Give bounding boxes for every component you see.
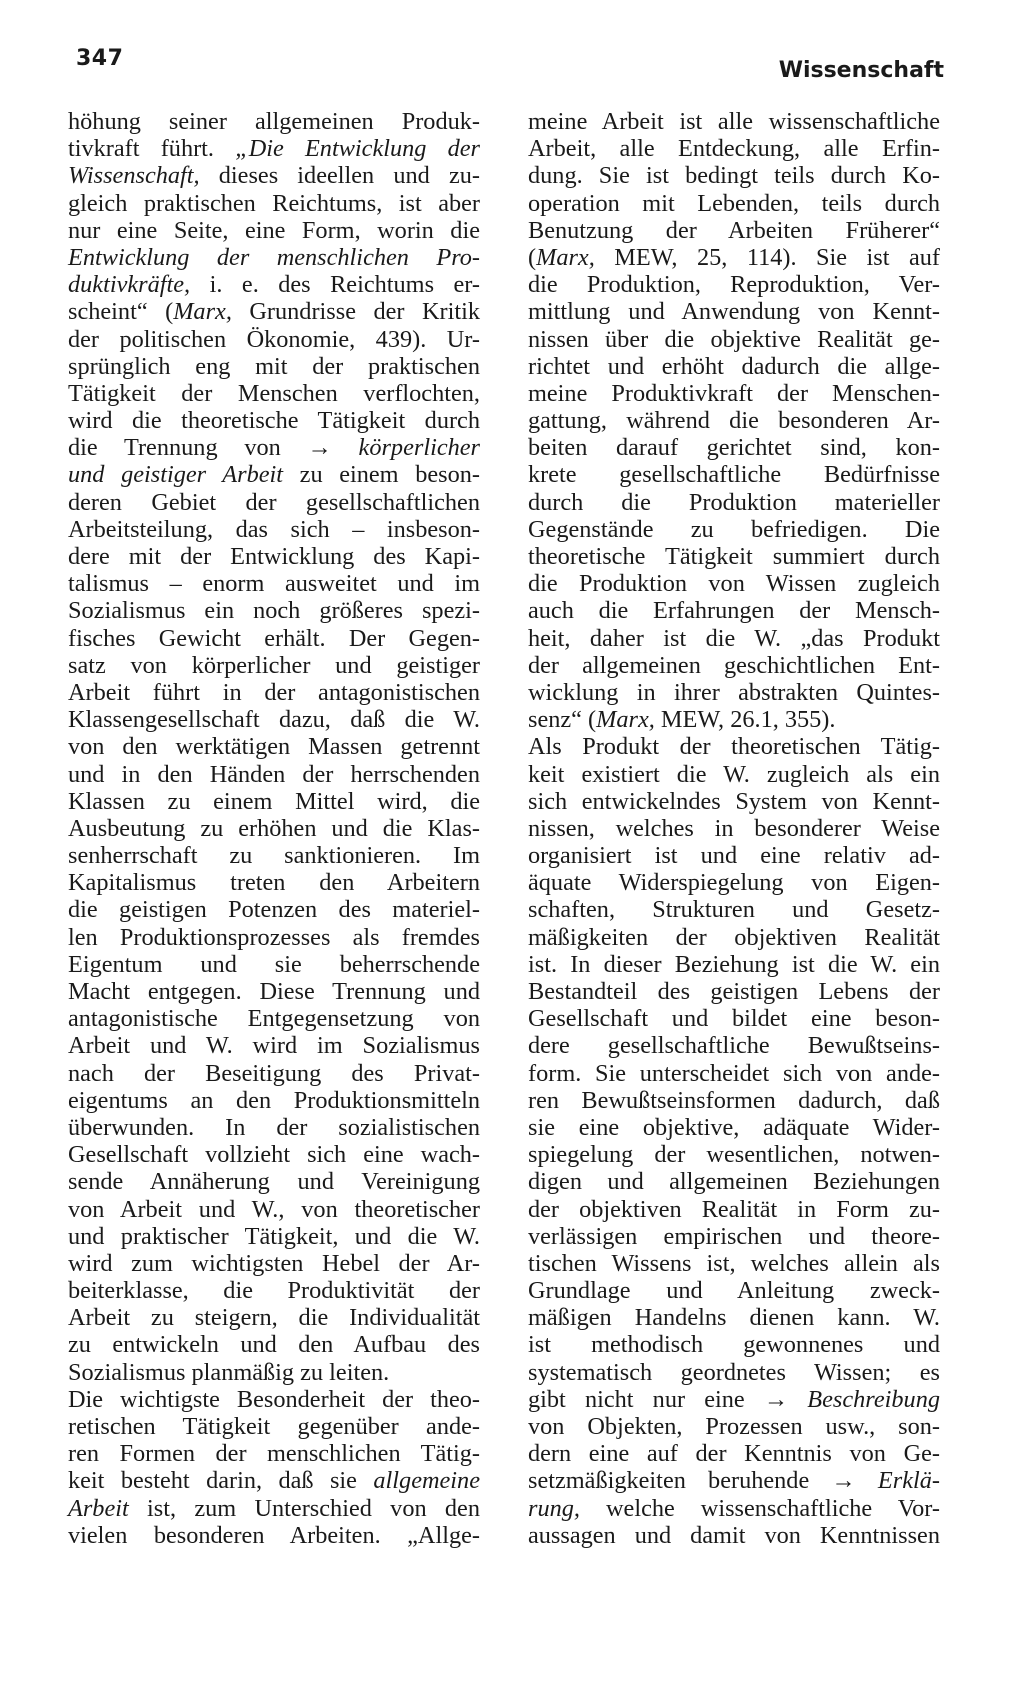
text-line: meine Arbeit ist alle wissenschaftliche — [528, 108, 940, 135]
text-line: ist. In dieser Beziehung ist die W. ein — [528, 950, 940, 978]
text-line: und in den Händen der herrschenden — [68, 760, 480, 788]
text-line: sprünglich eng mit der praktischen — [68, 352, 480, 380]
text-line: organisiert ist und eine relativ ad- — [528, 842, 940, 870]
text-line: Klassen zu einem Mittel wird, die — [68, 787, 480, 815]
text-line: systematisch geordnetes Wissen; es — [528, 1358, 940, 1386]
text-line: Arbeit, alle Entdeckung, alle Erfin- — [528, 135, 940, 163]
text-line: Als Produkt der theoretischen Tätig- — [528, 733, 940, 761]
text-line: durch die Produktion materieller — [528, 488, 940, 516]
text-line: Klassengesellschaft dazu, daß die W. — [68, 706, 480, 734]
text-line: tivkraft führt. „Die Entwicklung der — [68, 135, 480, 163]
text-line: rung, welche wissenschaftliche Vor- — [528, 1494, 940, 1522]
text-column-left — [68, 108, 480, 1549]
text-line: schaften, Strukturen und Gesetz- — [528, 896, 940, 924]
text-line: der objektiven Realität in Form zu- — [528, 1195, 940, 1223]
text-line: Sozialismus planmäßig zu leiten. — [68, 1358, 390, 1386]
text-line: Arbeit zu steigern, die Individualität — [68, 1304, 480, 1332]
text-line: dung. Sie ist bedingt teils durch Ko- — [528, 162, 940, 190]
text-line: nissen über die objektive Realität ge- — [528, 325, 940, 353]
text-line: überwunden. In der sozialistischen — [68, 1113, 480, 1141]
text-line: dere mit der Entwicklung des Kapi- — [68, 543, 480, 570]
text-line: von Arbeit und W., von theoretischer — [68, 1195, 480, 1223]
text-line: sich entwickelndes System von Kennt- — [528, 787, 940, 815]
text-line: tischen Wissens ist, welches allein als — [528, 1249, 940, 1277]
text-line: Wissenschaft, dieses ideellen und zu- — [68, 162, 480, 190]
text-line: Benutzung der Arbeiten Früherer“ — [528, 216, 940, 244]
text-line: form. Sie unterscheidet sich von ande- — [528, 1059, 940, 1087]
text-line: die Produktion, Reproduktion, Ver- — [528, 271, 940, 299]
text-line: fisches Gewicht erhält. Der Gegen- — [68, 624, 480, 652]
text-line: duktivkräfte, i. e. des Reichtums er- — [68, 271, 480, 299]
text-line: Gegenstände zu befriedigen. Die — [528, 515, 940, 543]
text-line: Entwicklung der menschlichen Pro- — [68, 243, 480, 271]
text-line: sie eine objektive, adäquate Wider- — [528, 1113, 940, 1141]
text-line: talismus – enorm ausweitet und im — [68, 570, 480, 598]
text-line: digen und allgemeinen Beziehungen — [528, 1168, 940, 1196]
text-line: Bestandteil des geistigen Lebens der — [528, 978, 940, 1005]
text-line: meine Produktivkraft der Menschen- — [528, 379, 940, 407]
text-line: mäßigen Handelns dienen kann. W. — [528, 1304, 940, 1332]
text-line: richtet und erhöht dadurch die allge- — [528, 352, 940, 380]
text-line: sende Annäherung und Vereinigung — [68, 1168, 480, 1196]
text-line: heit, daher ist die W. „das Produkt — [528, 624, 940, 652]
text-line: Die wichtigste Besonderheit der theo- — [68, 1385, 480, 1413]
text-line: setzmäßigkeiten beruhende → Erklä- — [528, 1467, 940, 1495]
text-line: eigentums an den Produktionsmitteln — [68, 1086, 480, 1114]
text-line: keit existiert die W. zugleich als ein — [528, 760, 940, 788]
text-line: Sozialismus ein noch größeres spezi- — [68, 597, 480, 625]
text-line: gibt nicht nur eine → Beschreibung — [528, 1385, 940, 1413]
text-line: spiegelung der wesentlichen, notwen- — [528, 1141, 940, 1169]
text-line: mäßigkeiten der objektiven Realität — [528, 923, 940, 951]
text-line: zu entwickeln und den Aufbau des — [68, 1331, 480, 1359]
text-line: senherrschaft zu sanktionieren. Im — [68, 842, 480, 870]
text-line: len Produktionsprozesses als fremdes — [68, 923, 480, 951]
text-line: senz“ (Marx, MEW, 26.1, 355). — [528, 706, 836, 734]
text-line: von den werktätigen Massen getrennt — [68, 733, 480, 761]
text-line: Gesellschaft und bildet eine beson- — [528, 1005, 940, 1033]
text-line: keit besteht darin, daß sie allgemeine — [68, 1467, 480, 1495]
text-line: Gesellschaft vollzieht sich eine wach- — [68, 1141, 480, 1169]
text-line: der politischen Ökonomie, 439). Ur- — [68, 325, 480, 353]
text-line: ist methodisch gewonnenes und — [528, 1331, 940, 1359]
text-line: scheint“ (Marx, Grundrisse der Kritik — [68, 298, 481, 326]
text-line: die Produktion von Wissen zugleich — [528, 570, 940, 598]
text-line: ren Formen der menschlichen Tätig- — [68, 1440, 480, 1468]
text-line: vielen besonderen Arbeiten. „Allge- — [68, 1521, 480, 1549]
text-line: wird die theoretische Tätigkeit durch — [68, 407, 480, 435]
text-line: operation mit Lebenden, teils durch — [528, 189, 940, 217]
text-line: Grundlage und Anleitung zweck- — [528, 1277, 940, 1305]
text-line: Arbeit führt in der antagonistischen — [68, 678, 480, 706]
text-line: dere gesellschaftliche Bewußtseins- — [528, 1032, 940, 1060]
text-line: Ausbeutung zu erhöhen und die Klas- — [68, 814, 480, 842]
text-line: gleich praktischen Reichtums, ist aber — [68, 189, 480, 217]
text-line: auch die Erfahrungen der Mensch- — [528, 597, 940, 625]
text-line: nur eine Seite, eine Form, worin die — [68, 216, 480, 244]
text-line: Arbeit ist, zum Unterschied von den — [68, 1494, 480, 1522]
text-line: Kapitalismus treten den Arbeitern — [68, 869, 480, 897]
text-line: die Trennung von → körperlicher — [68, 434, 480, 462]
text-line: Arbeit und W. wird im Sozialismus — [68, 1032, 480, 1060]
text-line: nach der Beseitigung des Privat- — [68, 1059, 480, 1087]
text-line: Tätigkeit der Menschen verflochten, — [68, 379, 480, 407]
text-line: wird zum wichtigsten Hebel der Ar- — [68, 1249, 480, 1277]
text-line: (Marx, MEW, 25, 114). Sie ist auf — [528, 243, 940, 271]
text-line: äquate Widerspiegelung von Eigen- — [528, 869, 940, 897]
text-line: wicklung in ihrer abstrakten Quintes- — [528, 678, 940, 706]
text-line: gattung, während die besonderen Ar- — [528, 407, 940, 435]
text-line: höhung seiner allgemeinen Produk- — [68, 108, 480, 135]
text-line: nissen, welches in besonderer Weise — [528, 814, 940, 842]
text-line: antagonistische Entgegensetzung von — [68, 1005, 480, 1033]
text-line: Eigentum und sie beherrschende — [68, 950, 480, 978]
text-line: satz von körperlicher und geistiger — [68, 651, 480, 679]
text-line: retischen Tätigkeit gegenüber ande- — [68, 1413, 480, 1440]
running-head: Wissenschaft — [778, 58, 944, 83]
text-line: krete gesellschaftliche Bedürfnisse — [528, 461, 940, 489]
text-line: und geistiger Arbeit zu einem beson- — [68, 461, 480, 489]
text-line: von Objekten, Prozessen usw., son- — [528, 1413, 940, 1440]
text-line: Macht entgegen. Diese Trennung und — [68, 978, 480, 1005]
text-line: verlässigen empirischen und theore- — [528, 1222, 940, 1250]
text-line: beiten darauf gerichtet sind, kon- — [528, 434, 940, 462]
text-line: ren Bewußtseinsformen dadurch, daß — [528, 1086, 940, 1114]
text-line: der allgemeinen geschichtlichen Ent- — [528, 651, 940, 679]
text-column-right — [528, 108, 940, 1549]
text-line: mittlung und Anwendung von Kennt- — [528, 298, 940, 326]
text-line: beiterklasse, die Produktivität der — [68, 1277, 480, 1305]
text-line: die geistigen Potenzen des materiel- — [68, 896, 480, 924]
text-line: theoretische Tätigkeit summiert durch — [528, 543, 940, 570]
text-line: dern eine auf der Kenntnis von Ge- — [528, 1440, 940, 1468]
text-line: Arbeitsteilung, das sich – insbeson- — [68, 515, 480, 543]
text-line: deren Gebiet der gesellschaftlichen — [68, 488, 480, 516]
page-number: 347 — [76, 46, 124, 71]
text-line: und praktischer Tätigkeit, und die W. — [68, 1222, 480, 1250]
text-line: aussagen und damit von Kenntnissen — [528, 1521, 940, 1549]
